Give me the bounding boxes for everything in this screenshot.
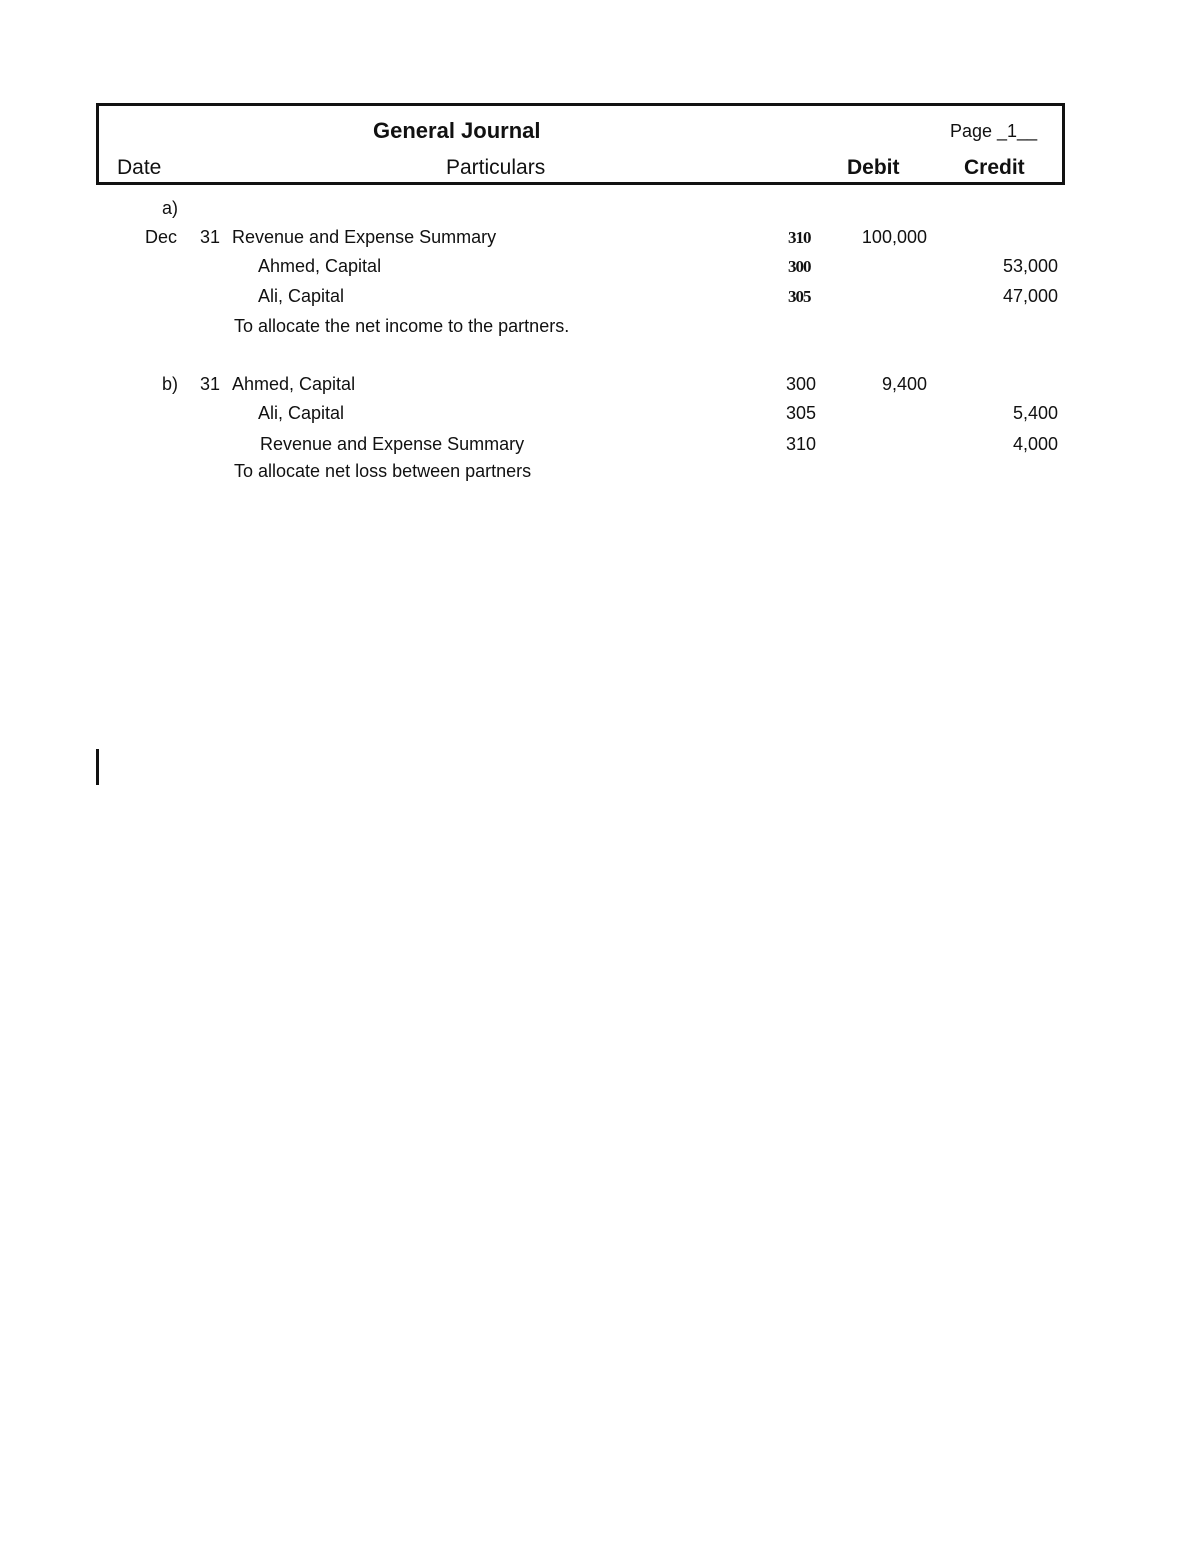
entry-b-narration: To allocate net loss between partners: [234, 461, 532, 481]
entry-a-line-3-credit: 47,000: [1002, 286, 1058, 306]
column-header-debit: Debit: [847, 156, 900, 179]
entry-a-line-3-ref: 305: [788, 287, 811, 306]
entry-b-line-3-credit: 4,000: [1012, 434, 1058, 454]
column-header-date: Date: [117, 156, 162, 179]
text-cursor: [96, 749, 99, 785]
entry-b-label: b): [162, 374, 179, 394]
entry-a-line-3-account: Ali, Capital: [258, 286, 345, 306]
entry-b-line-2-credit: 5,400: [1012, 403, 1058, 423]
entry-a-line-2-credit: 53,000: [1002, 256, 1058, 276]
entry-a-line-1-ref: 310: [788, 228, 811, 247]
column-header-credit: Credit: [964, 156, 1025, 179]
entry-b-line-1-ref: 300: [786, 374, 817, 394]
column-header-particulars: Particulars: [446, 156, 546, 179]
entry-b-line-2-account: Ali, Capital: [258, 403, 345, 423]
entry-a-day: 31: [200, 227, 221, 247]
journal-title: General Journal: [373, 118, 541, 143]
entry-b-line-3-ref: 310: [786, 434, 817, 454]
entry-a-line-2-ref: 300: [788, 257, 811, 276]
page-number-label: Page _1__: [950, 121, 1038, 141]
entry-a-line-1-account: Revenue and Expense Summary: [232, 227, 497, 247]
entry-a-line-2-account: Ahmed, Capital: [258, 256, 382, 276]
entry-a-label: a): [162, 198, 179, 218]
entry-a-narration: To allocate the net income to the partners.: [234, 316, 570, 336]
entry-b-day: 31: [200, 374, 221, 394]
entry-b-line-3-account: Revenue and Expense Summary: [260, 434, 525, 454]
journal-header-box: [96, 103, 1065, 185]
entry-b-line-1-debit: 9,400: [881, 374, 927, 394]
entry-a-month: Dec: [145, 227, 178, 247]
entry-a-line-1-debit: 100,000: [861, 227, 927, 247]
entry-b-line-2-ref: 305: [786, 403, 817, 423]
entry-b-line-1-account: Ahmed, Capital: [232, 374, 356, 394]
